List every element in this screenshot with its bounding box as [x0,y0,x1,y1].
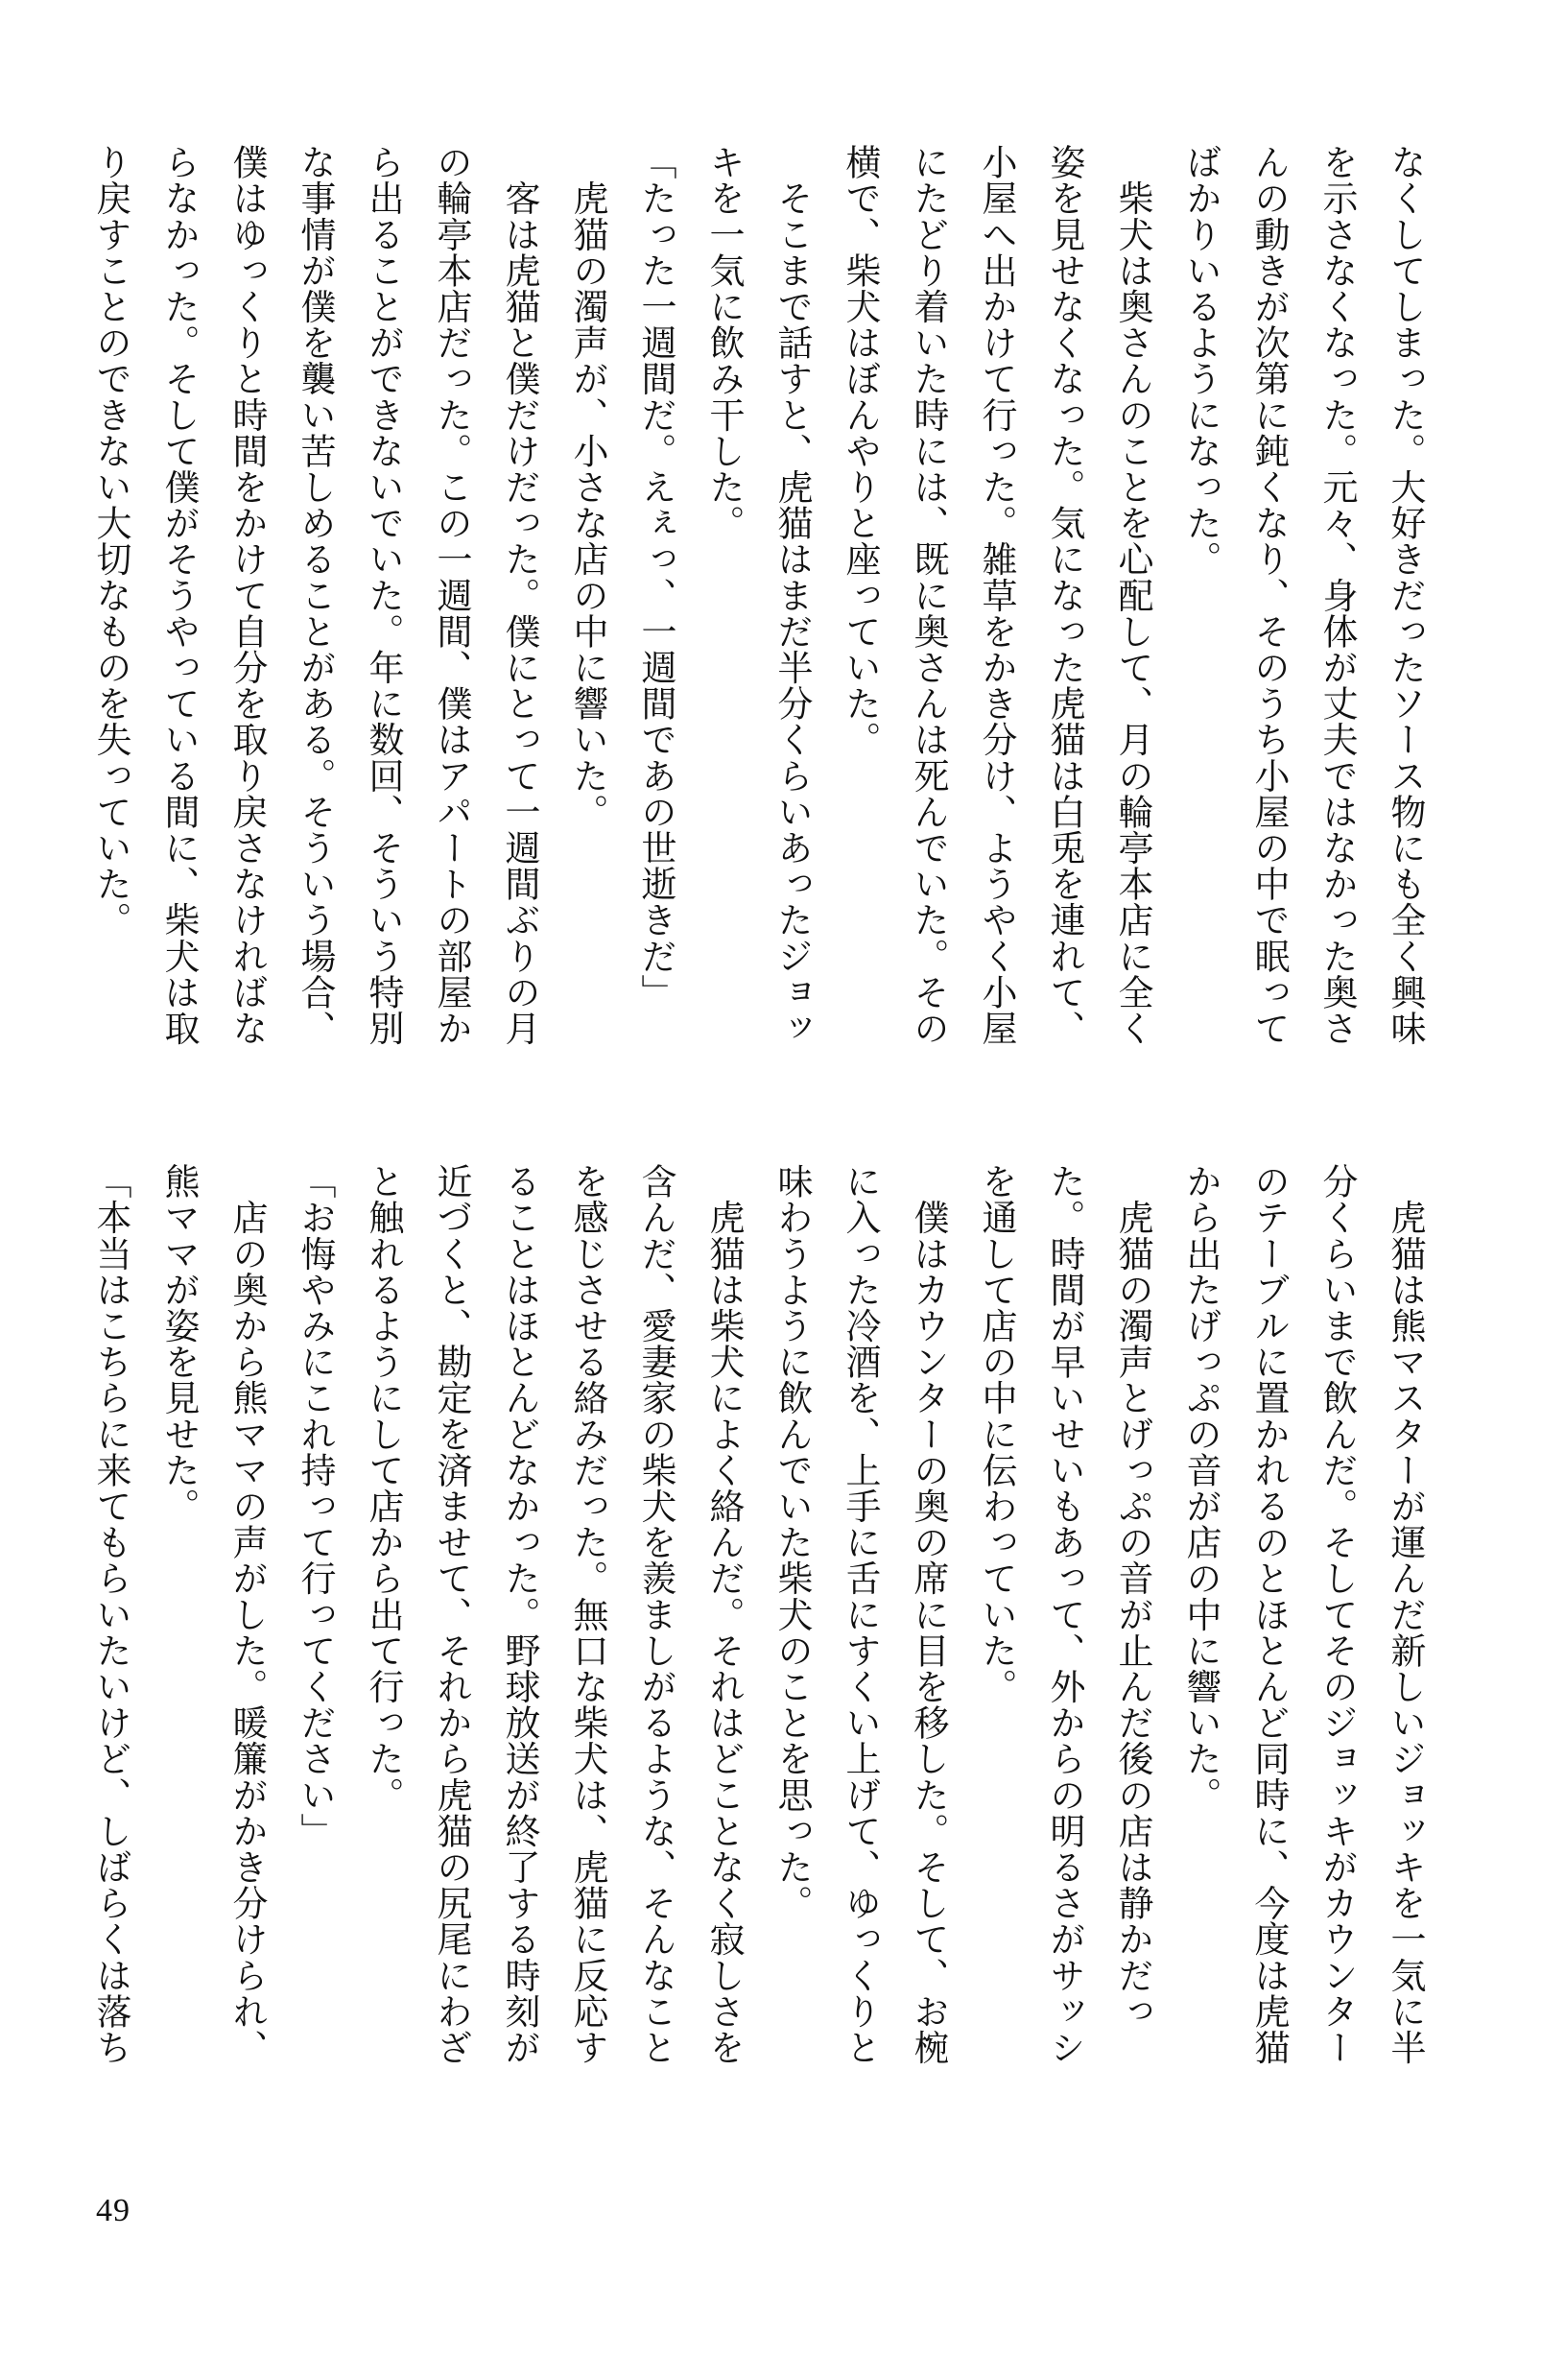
text-line: から出たげっぷの音が店の中に響いた。 [1180,1163,1221,1813]
text-line: 虎猫の濁声が、小さな店の中に響いた。 [567,144,608,830]
text-line: 姿を見せなくなった。気になった虎猫は白兎を連れて、 [1044,144,1085,1046]
text-line: 味わうように飲んでいた柴犬のことを思った。 [771,1163,813,1921]
text-line: 「お悔やみにこれ持って行ってください」 [295,1163,336,1849]
text-line: た。時間が早いせいもあって、外からの明るさがサッシ [1044,1163,1085,2065]
text-line: 僕はカウンターの奥の席に目を移した。そして、お椀 [908,1163,949,2065]
text-line: 「たった一週間だ。えぇっ、一週間であの世逝きだ」 [635,144,676,1011]
text-line: 虎猫は熊マスターが運んだ新しいジョッキを一気に半 [1385,1163,1426,2065]
text-line: を示さなくなった。元々、身体が丈夫ではなかった奥さ [1316,144,1358,1046]
text-line: 「本当はこちらに来てもらいたいけど、しばらくは落ち [90,1163,131,2065]
text-line: り戻すことのできない大切なものを失っていた。 [90,144,131,939]
text-line: 虎猫の濁声とげっぷの音が止んだ後の店は静かだっ [1112,1163,1153,2030]
text-line: 僕はゆっくりと時間をかけて自分を取り戻さなければな [226,144,268,1046]
text-line: 虎猫は柴犬によく絡んだ。それはどことなく寂しさを [703,1163,745,2065]
text-line: を感じさせる絡みだった。無口な柴犬は、虎猫に反応す [567,1163,608,2065]
text-line: の輪亭本店だった。この一週間、僕はアパートの部屋か [431,144,472,1046]
upper-text-block [90,144,1439,1065]
text-line: に入った冷酒を、上手に舌にすくい上げて、ゆっくりと [840,1163,881,2065]
text-line: んの動きが次第に鈍くなり、そのうち小屋の中で眠って [1248,144,1290,1046]
text-line: 小屋へ出かけて行った。雑草をかき分け、ようやく小屋 [976,144,1017,1046]
text-line: 分くらいまで飲んだ。そしてそのジョッキがカウンター [1316,1163,1358,2065]
text-line: なくしてしまった。大好きだったソース物にも全く興味 [1385,144,1426,1046]
text-line: ばかりいるようになった。 [1180,144,1221,578]
text-line: らなかった。そして僕がそうやっている間に、柴犬は取 [158,144,200,1046]
text-line: 横で、柴犬はぼんやりと座っていた。 [840,144,881,758]
text-line: 柴犬は奥さんのことを心配して、月の輪亭本店に全く [1112,144,1153,1046]
text-line: と触れるようにして店から出て行った。 [363,1163,404,1813]
text-line: 近づくと、勘定を済ませて、それから虎猫の尻尾にわざ [431,1163,472,2065]
text-line: そこまで話すと、虎猫はまだ半分くらいあったジョッ [771,144,813,1046]
lower-text-block [90,1163,1439,2084]
text-line: 客は虎猫と僕だけだった。僕にとって一週間ぶりの月 [499,144,540,1046]
page-number: 49 [96,2193,130,2228]
text-line: を通して店の中に伝わっていた。 [976,1163,1017,1704]
text-line: 含んだ、愛妻家の柴犬を羨ましがるような、そんなこと [635,1163,676,2065]
text-line: ることはほとんどなかった。野球放送が終了する時刻が [499,1163,540,2065]
text-line: ら出ることができないでいた。年に数回、そういう特別 [363,144,404,1046]
text-line: 熊ママが姿を見せた。 [158,1163,200,1524]
text-line: 店の奥から熊ママの声がした。暖簾がかき分けられ、 [226,1163,268,2065]
text-line: キを一気に飲み干した。 [703,144,745,541]
text-line: にたどり着いた時には、既に奥さんは死んでいた。その [908,144,949,1046]
text-line: のテーブルに置かれるのとほとんど同時に、今度は虎猫 [1248,1163,1290,2065]
text-line: な事情が僕を襲い苦しめることがある。そういう場合、 [295,144,336,1046]
